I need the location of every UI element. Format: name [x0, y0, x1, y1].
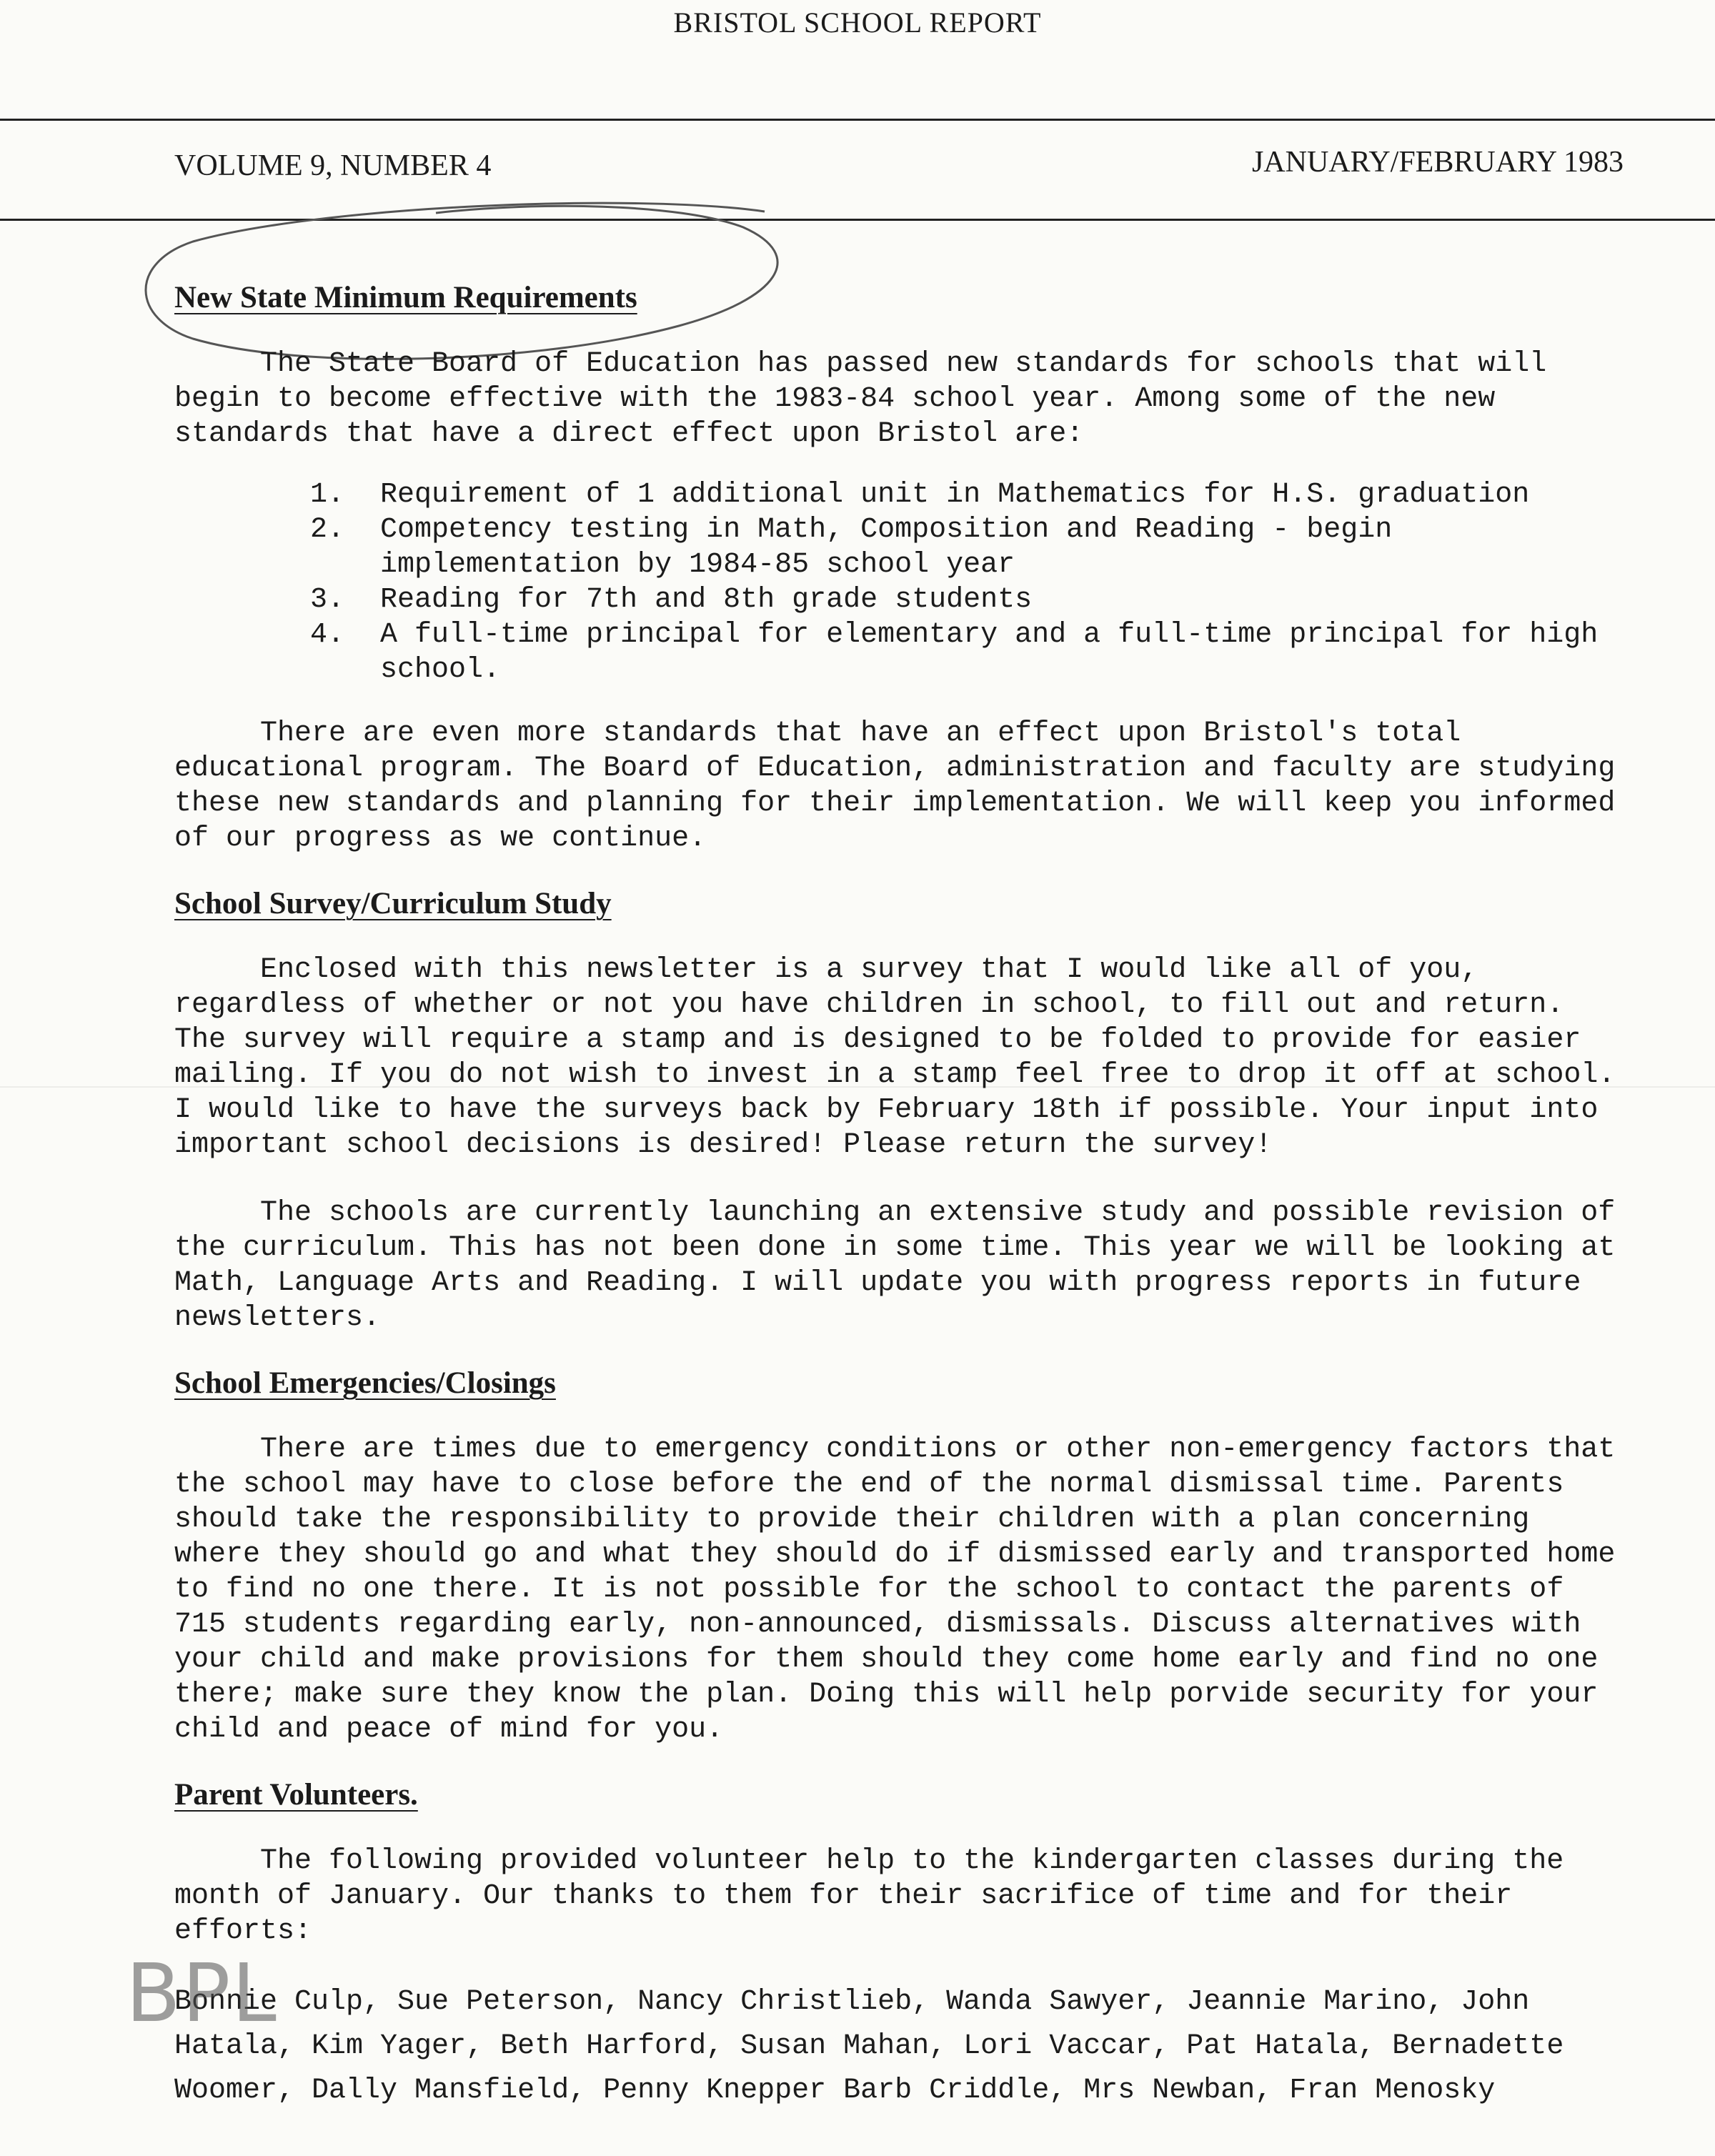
library-watermark: BPL [126, 1947, 278, 2040]
section-volunteers [174, 1777, 1618, 2113]
list-item [174, 512, 1618, 582]
list-number: 3. [310, 584, 345, 616]
issue-date: JANUARY/FEBRUARY 1983 [1251, 146, 1624, 179]
list-item [174, 617, 1618, 687]
paragraph: There are times due to emergency conditions or other non-emergency factors that the school may have to close before the end of the normal dismissal time. Parents should take the responsibility to provide their children with a plan concerning where they should go and what they should do if dismissed early and transported home to find no one there. It is not possible for the school to contact the parents of 715 students regarding early, non-announced, dismissals. Discuss alternatives with your child and make provisions for them should they come home early and find no one there; make sure they know the plan. Doing this will help porvide security for your child and peace of mind for you. [174, 1434, 1616, 1746]
newsletter-body [174, 280, 1618, 2143]
list-number: 4. [310, 619, 345, 651]
requirements-list [174, 477, 1618, 687]
masthead-title: BRISTOL SCHOOL REPORT [673, 6, 1042, 39]
list-item [174, 477, 1618, 512]
paragraph: The following provided volunteer help to the kindergarten classes during the month of January. Our thanks to them for their sacrifice of time and for their efforts: [174, 1845, 1564, 1947]
list-item-text: Requirement of 1 additional unit in Mathematics for H.S. graduation [380, 479, 1530, 511]
section-heading: School Survey/Curriculum Study [174, 887, 612, 920]
header-rule-bottom [0, 219, 1715, 221]
section-heading: School Emergencies/Closings [174, 1366, 556, 1400]
list-number: 1. [310, 479, 345, 511]
section-heading: New State Minimum Requirements [174, 281, 637, 314]
list-item-text: Reading for 7th and 8th grade students [380, 584, 1033, 616]
list-number: 2. [310, 514, 345, 546]
section-survey [174, 886, 1618, 1336]
paragraph: There are even more standards that have an effect upon Bristol's total educational program. The Board of Education, administration and faculty are studying these new standards and planning for their implementation. We will keep you informed of our progress as we continue. [174, 717, 1616, 855]
header-rule-top [0, 119, 1715, 121]
paragraph: The State Board of Education has passed new standards for schools that will begin to become effective with the 1983-84 school year. Among some of the new standards that have a direct effect upon Bristol are: [174, 348, 1547, 450]
section-heading: Parent Volunteers. [174, 1778, 418, 1812]
section-state-requirements [174, 280, 1618, 856]
section-emergencies [174, 1366, 1618, 1747]
list-item [174, 582, 1618, 617]
paragraph: Enclosed with this newsletter is a survey that I would like all of you, regardless of whether or not you have children in school, to fill out and return. The survey will require a stamp and is designed to be folded to provide for easier mailing. If you do not wish to invest in a stamp feel free to drop it off at school. I would like to have the surveys back by February 18th if possible. Your input into important school decisions is desired! Please return the survey! [174, 954, 1616, 1161]
paragraph: The schools are currently launching an extensive study and possible revision of the curriculum. This has not been done in some time. This year we will be looking at Math, Language Arts and Reading. I will update you with progress reports in future newsletters. [174, 1197, 1616, 1334]
list-item-text: Competency testing in Math, Composition and Reading - begin implementation by 1984-85 school year [380, 514, 1393, 581]
list-item-text: A full-time principal for elementary and a full-time principal for high school. [380, 619, 1599, 686]
volunteer-names: Bonnie Culp, Sue Peterson, Nancy Christlieb, Wanda Sawyer, Jeannie Marino, John Hatala, Kim Yager, Beth Harford, Susan Mahan, Lori Vaccar, Pat Hatala, Bernadette Woomer, Dally Mansfield, Penny Knepper Barb Criddle, Mrs Newban, Fran Menosky [174, 1986, 1564, 2107]
volume-number: VOLUME 9, NUMBER 4 [174, 149, 492, 182]
